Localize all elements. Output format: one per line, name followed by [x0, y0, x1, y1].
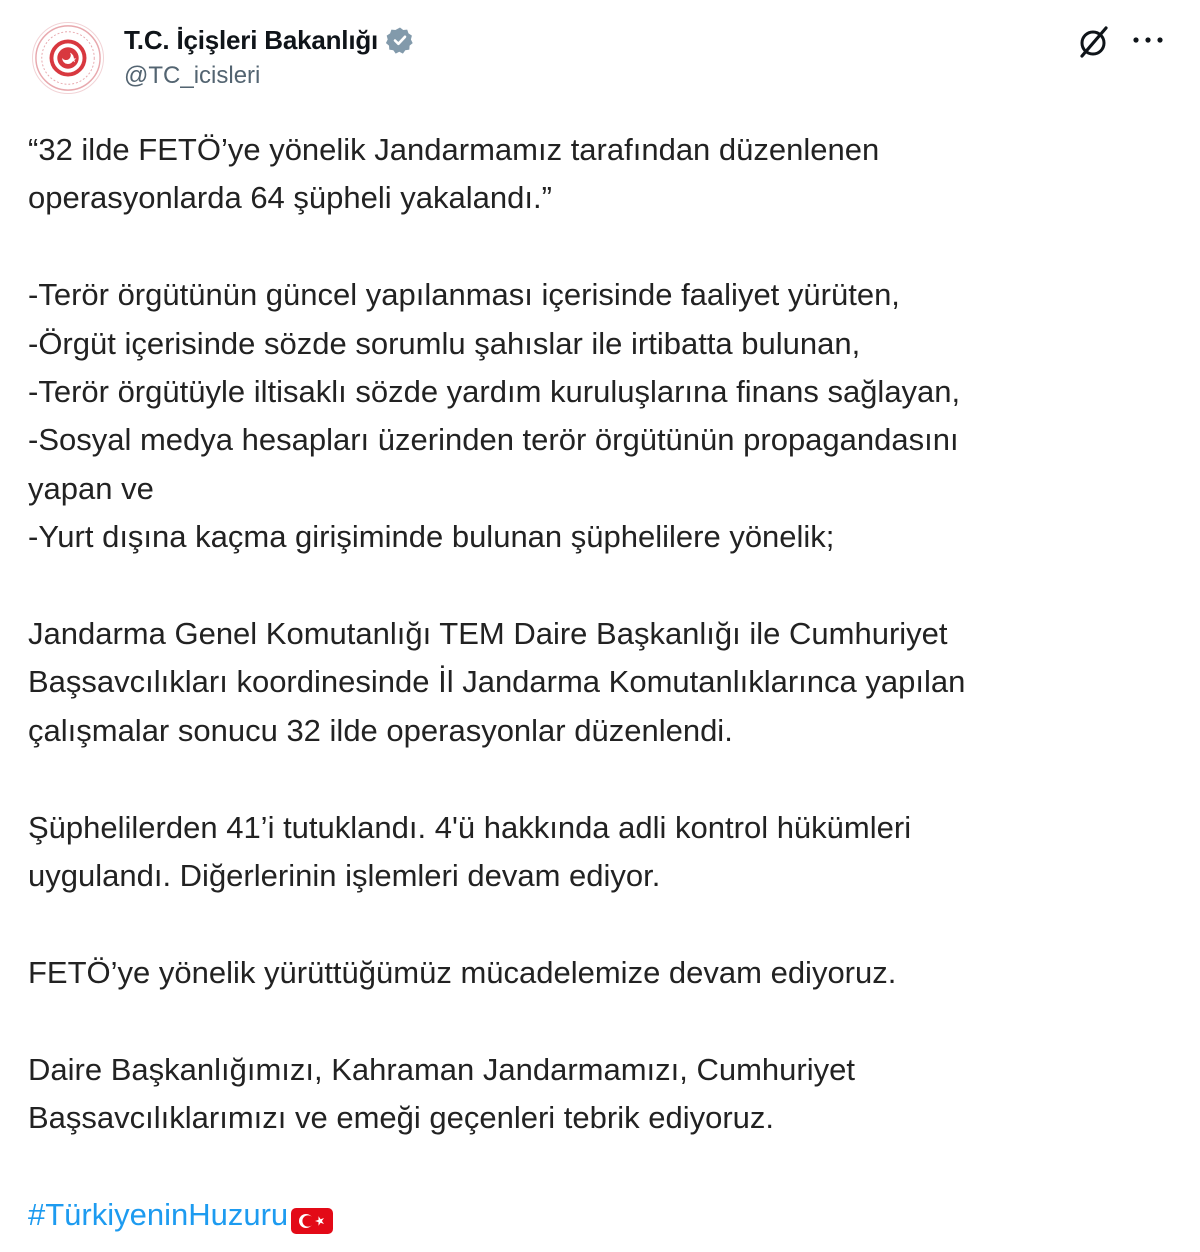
tweet-text	[28, 126, 1178, 1239]
congrats-line: Daire Başkanlığımızı, Kahraman Jandarmamızı, Cumhuriyet	[28, 1051, 855, 1087]
list-line: -Terör örgütünün güncel yapılanması içerisinde faaliyet yürüten,	[28, 277, 900, 313]
operation-line: Jandarma Genel Komutanlığı TEM Daire Başkanlığı ile Cumhuriyet	[28, 616, 948, 652]
verified-badge-icon[interactable]	[386, 26, 414, 54]
turkey-flag-icon	[290, 1201, 334, 1229]
list-line: -Yurt dışına kaçma girişiminde bulunan şüphelilere yönelik;	[28, 519, 835, 555]
list-line: -Örgüt içerisinde sözde sorumlu şahıslar ile irtibatta bulunan,	[28, 325, 861, 361]
list-line: yapan ve	[28, 470, 154, 506]
result-line: Şüphelilerden 41’i tutuklandı. 4'ü hakkında adli kontrol hükümleri	[28, 809, 912, 845]
quote-line: “32 ilde FETÖ’ye yönelik Jandarmamız tarafından düzenlenen	[28, 132, 880, 167]
grok-icon[interactable]	[1074, 22, 1114, 62]
more-options-icon[interactable]	[1128, 28, 1168, 52]
account-handle[interactable]: @TC_icisleri	[124, 62, 261, 89]
name-row	[124, 22, 414, 58]
list-line: -Terör örgütüyle iltisaklı sözde yardım kuruluşlarına finans sağlayan,	[28, 374, 961, 410]
ministry-seal-icon[interactable]	[32, 22, 104, 94]
quote-paragraph	[28, 126, 1178, 223]
result-paragraph	[28, 804, 1178, 901]
struggle-paragraph	[28, 949, 1178, 997]
hashtag-link[interactable]: #TürkiyeninHuzuru	[28, 1196, 289, 1232]
result-line: uygulandı. Diğerlerinin işlemleri devam ediyor.	[28, 858, 661, 894]
congrats-line: Başsavcılıklarımızı ve emeği geçenleri tebrik ediyoruz.	[28, 1100, 775, 1136]
hashtag-row	[28, 1191, 1178, 1239]
congrats-paragraph	[28, 1046, 1178, 1143]
quote-line: operasyonlarda 64 şüpheli yakalandı.”	[28, 180, 552, 216]
list-line: -Sosyal medya hesapları üzerinden terör örgütünün propagandasını	[28, 422, 959, 458]
display-name[interactable]: T.C. İçişleri Bakanlığı	[124, 24, 379, 55]
operation-line: Başsavcılıkları koordinesinde İl Jandarma Komutanlıklarınca yapılan	[28, 664, 966, 700]
struggle-line: FETÖ’ye yönelik yürüttüğümüz mücadelemize devam ediyoruz.	[28, 954, 897, 990]
tweet-header	[0, 0, 1200, 110]
operation-paragraph	[28, 610, 1178, 755]
operation-line: çalışmalar sonucu 32 ilde operasyonlar düzenlendi.	[28, 712, 733, 748]
list-paragraph	[28, 271, 1178, 561]
